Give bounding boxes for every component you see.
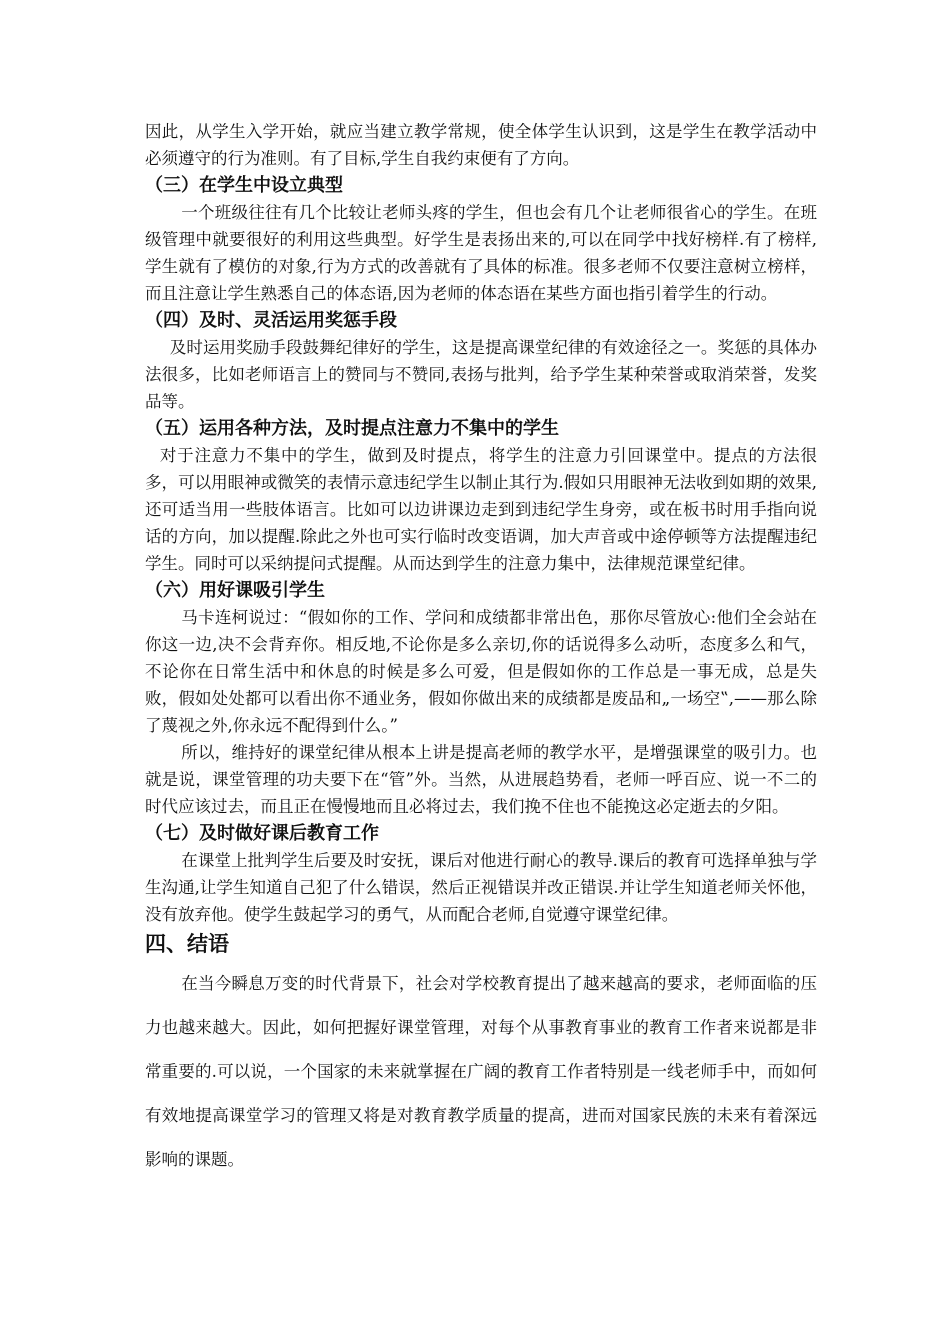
paragraph-attention: 对于注意力不集中的学生，做到及时提点，将学生的注意力引回课堂中。提点的方法很多，可以用眼神或微笑的表情示意违纪学生以制止其行为.假如只用眼神无法收到如期的效果,还可适当用一些肢体语言。比如可以边讲课边走到到违纪学生身旁，或在板书时用手指向说话的方向，加以提醒.除此之外也可实行临时改变语调，加大声音或中途停顿等方法提醒违纪学生。同时可以采纳提问式提醒。从而达到学生的注意力集中，法律规范课堂纪律。 — [145, 446, 817, 573]
paragraph-role-models: 一个班级往往有几个比较让老师头疼的学生，但也会有几个让老师很省心的学生。在班级管理中就要很好的利用这些典型。好学生是表扬出来的,可以在同学中找好榜样.有了榜样,学生就有了模仿的对象,行为方式的改善就有了具体的标准。很多老师不仅要注意树立榜样，而且注意让学生熟悉自己的体态语,因为老师的体态语在某些方面也指引着学生的行动。 — [145, 203, 817, 303]
document-page — [145, 118, 817, 1182]
section-heading-5: （五）运用各种方法，及时提点注意力不集中的学生 — [145, 418, 559, 439]
paragraph-intro: 因此，从学生入学开始，就应当建立教学常规，使全体学生认识到，这是学生在教学活动中必须遵守的行为准则。有了目标,学生自我约束便有了方向。 — [145, 122, 817, 168]
section-heading-3: （三）在学生中设立典型 — [145, 175, 343, 196]
paragraph-conclusion: 在当今瞬息万变的时代背景下，社会对学校教育提出了越来越高的要求，老师面临的压力也越来越大。因此，如何把握好课堂管理，对每个从事教育事业的教育工作者来说都是非常重要的.可以说，一个国家的未来就掌握在广阔的教育工作者特别是一线老师手中，而如何有效地提高课堂学习的管理又将是对教育教学质量的提高，进而对国家民族的未来有着深远影响的课题。 — [145, 974, 817, 1169]
paragraph-teaching-level: 所以，维持好的课堂纪律从根本上讲是提高老师的教学水平，是增强课堂的吸引力。也就是说，课堂管理的功夫要下在“管”外。当然，从进展趋势看，老师一呼百应、说一不二的时代应该过去，而且正在慢慢地而且必将过去，我们挽不住也不能挽这必定逝去的夕阳。 — [145, 743, 817, 816]
section-heading-6: （六）用好课吸引学生 — [145, 580, 325, 601]
paragraph-rewards: 及时运用奖励手段鼓舞纪律好的学生，这是提高课堂纪律的有效途径之一。奖惩的具体办法很多，比如老师语言上的赞同与不赞同,表扬与批判，给予学生某种荣誉或取消荣誉，发奖品等。 — [145, 338, 817, 411]
section-heading-7: （七）及时做好课后教育工作 — [145, 823, 379, 844]
paragraph-after-class: 在课堂上批判学生后要及时安抚，课后对他进行耐心的教导.课后的教育可选择单独与学生沟通,让学生知道自己犯了什么错误，然后正视错误并改正错误.并让学生知道老师关怀他，没有放弃他。使学生鼓起学习的勇气，从而配合老师,自觉遵守课堂纪律。 — [145, 851, 817, 924]
section-heading-4: （四）及时、灵活运用奖惩手段 — [145, 310, 397, 331]
paragraph-quote: 马卡连柯说过：“假如你的工作、学问和成绩都非常出色，那你尽管放心:他们全会站在你这一边,决不会背弃你。相反地,不论你是多么亲切,你的话说得多么动听，态度多么和气，不论你在日常生活中和休息的时候是多么可爱，但是假如你的工作总是一事无成，总是失败，假如处处都可以看出你不通业务，假如你做出来的成绩都是废品和„一场空‟,——那么除了蔑视之外,你永远不配得到什么。” — [145, 608, 817, 735]
conclusion-heading: 四、结语 — [145, 932, 229, 956]
